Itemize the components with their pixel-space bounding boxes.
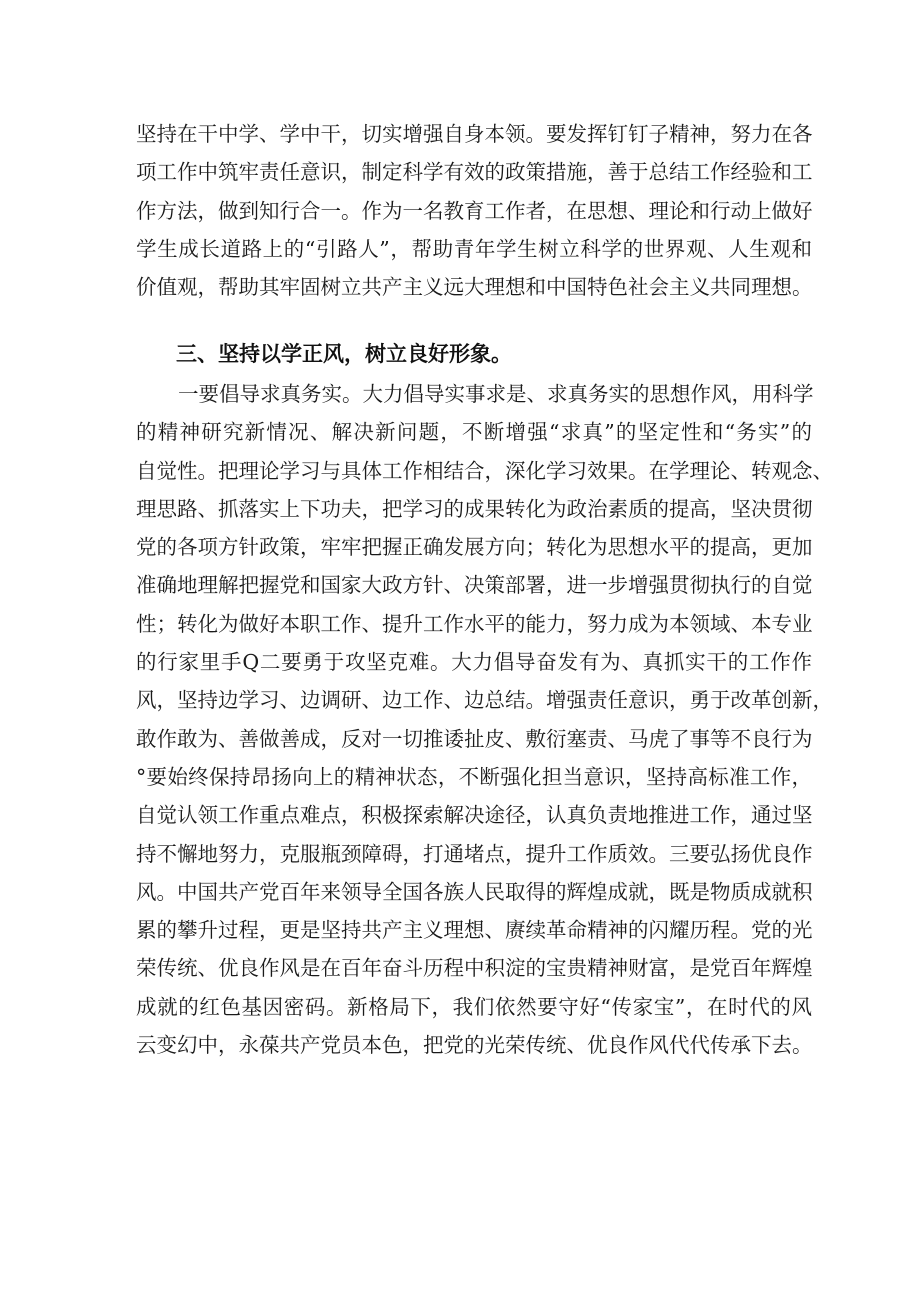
paragraph-line: 敢作敢为、善做善成，反对一切推诿扯皮、敷衍塞责、马虎了事等不良行为 xyxy=(136,726,813,751)
paragraph-line: 自觉性。把理论学习与具体工作相结合，深化学习效果。在学理论、转观念、 xyxy=(136,458,833,483)
paragraph-line: 成就的红色基因密码。新格局下，我们依然要守好“传家宝”，在时代的风 xyxy=(136,994,812,1019)
paragraph-1 xyxy=(136,115,812,306)
paragraph-line: 准确地理解把握党和国家大政方针、决策部署，进一步增强贯彻执行的自觉 xyxy=(136,573,813,598)
paragraph-line: 荣传统、优良作风是在百年奋斗历程中积淀的宝贵精神财富，是党百年辉煌 xyxy=(136,956,813,981)
paragraph-line: 坚持在干中学、学中干，切实增强自身本领。要发挥钉钉子精神，努力在各 xyxy=(136,122,813,146)
paragraph-line: 云变幻中，永葆共产党员本色，把党的光荣传统、优良作风代代传承下去。 xyxy=(136,1033,813,1058)
paragraph-line: 党的各项方针政策，牢牢把握正确发展方向；转化为思想水平的提高，更加 xyxy=(136,535,813,560)
paragraph-line: 的精神研究新情况、解决新问题，不断增强“求真”的坚定性和“务实”的 xyxy=(136,420,812,445)
paragraph-2 xyxy=(136,375,833,1064)
paragraph-line: 的行家里手Q二要勇于攻坚克难。大力倡导奋发有为、真抓实干的工作作 xyxy=(136,650,812,675)
paragraph-line: 一要倡导求真务实。大力倡导实事求是、求真务实的思想作风，用科学 xyxy=(178,382,814,406)
paragraph-line: 持不懈地努力，克服瓶颈障碍，打通堵点，提升工作质效。三要弘扬优良作 xyxy=(136,841,813,866)
paragraph-line: 风，坚持边学习、边调研、边工作、边总结。增强责任意识，勇于改革创新， xyxy=(136,688,833,713)
paragraph-line: °要始终保持昂扬向上的精神状态，不断强化担当意识，坚持高标准工作， xyxy=(136,764,812,789)
paragraph-line: 风。中国共产党百年来领导全国各族人民取得的辉煌成就，既是物质成就积 xyxy=(136,879,813,904)
paragraph-line: 价值观，帮助其牢固树立共产主义远大理想和中国特色社会主义共同理想。 xyxy=(136,275,813,300)
paragraph-line: 作方法，做到知行合一。作为一名教育工作者，在思想、理论和行动上做好 xyxy=(136,198,813,223)
paragraph-line: 性；转化为做好本职工作、提升工作水平的能力，努力成为本领域、本专业 xyxy=(136,611,813,636)
paragraph-line: 项工作中筑牢责任意识，制定科学有效的政策措施，善于总结工作经验和工 xyxy=(136,160,813,185)
paragraph-line: 自觉认领工作重点难点，积极探索解决途径，认真负责地推进工作，通过坚 xyxy=(136,803,813,828)
paragraph-line: 累的攀升过程，更是坚持共产主义理想、赓续革命精神的闪耀历程。党的光 xyxy=(136,918,813,943)
section-heading: 三、坚持以学正风，树立良好形象。 xyxy=(176,342,512,366)
paragraph-line: 学生成长道路上的“引路人”，帮助青年学生树立科学的世界观、人生观和 xyxy=(136,236,812,261)
paragraph-line: 理思路、抓落实上下功夫，把学习的成果转化为政治素质的提高，坚决贯彻 xyxy=(136,496,813,521)
